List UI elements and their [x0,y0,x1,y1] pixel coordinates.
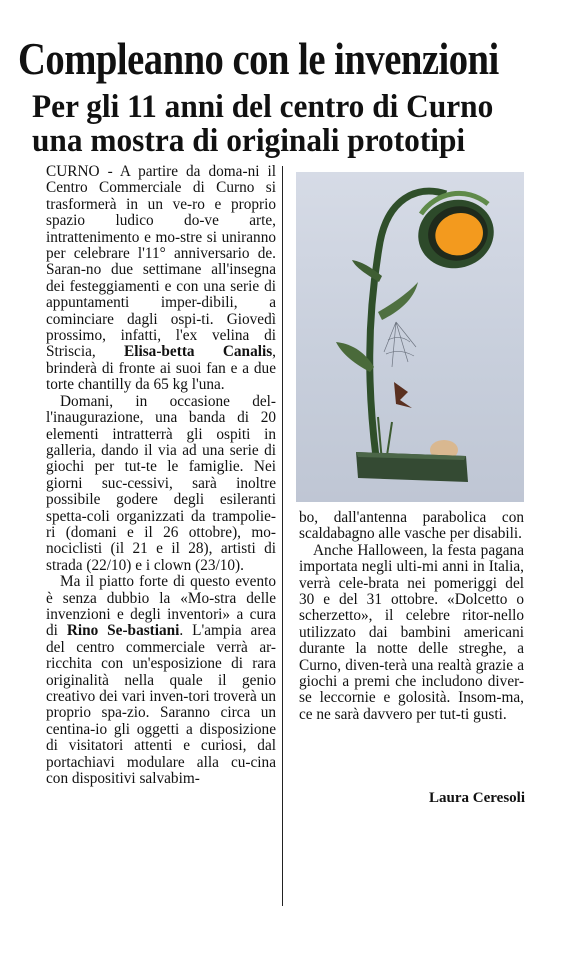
column-divider [282,166,283,906]
paragraph-1-text-b: , brinderà di fronte ai suoi fan e a due torte chantilly da 65 kg l'una. [46,343,276,394]
paragraph-1 [46,164,276,394]
lamp-flower-head [410,191,501,276]
headline: Compleanno con le invenzioni [18,33,499,84]
butterfly [394,382,412,408]
paragraph-3-continued: bo, dall'antenna parabolica con scaldabagno alle vasche per disabili. [299,509,524,543]
paragraph-3 [46,574,276,787]
paragraph-2: Domani, in occasione del-l'inaugurazione, una banda di 20 elementi intratterrà gli ospiti in galleria, dando il via ad una serie di giochi per tut-te le famiglie. Nei giorni suc-cessivi, sarà inoltre possibile godere degli esileranti spetta-coli organizzati da trampolie-ri (domani e il 26 ottobre), mo-nociclisti (il 21 e il 28), artisti di strada (22/10) e i clown (23/10). [46,392,276,574]
paragraph-3-text-b: . L'ampia area del centro commerciale verrà ar-ricchita con un'esposizione di rara originalità nella quale il genio creativo dei vari inven-tori troverà un proprio spa-zio. Saranno circa un centina-io gli oggetti a disposizione di visitatori attenti e curiosi, dal portachiavi modulare alla cu-cina con dispositivi salvabim- [46,622,276,788]
paragraph-3-bold-name: Rino Se-bastiani [66,622,180,640]
invention-photo [296,172,524,502]
subheadline-line-2: una mostra di originali prototipi [32,123,466,159]
leaf-right [378,282,418,320]
paragraph-3-text-a: Ma il piatto forte di questo evento è senza dubbio la «Mo-stra delle invenzioni e degli inventori» a cura di [46,573,276,640]
paragraph-4: Anche Halloween, la festa pagana importata negli ulti-mi anni in Italia, verrà cele-brata nei pomeriggi del 30 e del 31 ottobre. «Dolcetto o scherzetto», il celebre ritor-nello utilizzato dai bambini americani durante la notte delle streghe, a Curno, diven-terà una realtà grazie a giochi a premi che includono diver-se leccornie e golosità. Insom-ma, ce ne sarà davvero per tut-ti gusti. [299,541,524,723]
spider-web [384,322,416,367]
article-column-left [46,164,276,787]
paragraph-1-text-a: CURNO - A partire da doma-ni il Centro Commerciale di Curno si trasformerà in un ve-ro e proprio spazio ludico do-ve arte, intrattenimento e mo-stre si uniranno per celebrare l'11° anniversario de. Saran-no due settimane all'insegna dei festeggiamenti e con una serie di appuntamenti imper-dibili, a cominciare dagli ospi-ti. Giovedì prossimo, infatti, l'ex velina di Striscia, [46,163,276,361]
byline: Laura Ceresoli [429,790,525,806]
flower-lamp-illustration [296,172,524,502]
subheadline [32,90,493,158]
subheadline-line-1: Per gli 11 anni del centro di Curno [32,89,494,125]
paragraph-1-bold-name: Elisa-betta Canalis [124,343,273,361]
article-column-right [299,510,524,723]
